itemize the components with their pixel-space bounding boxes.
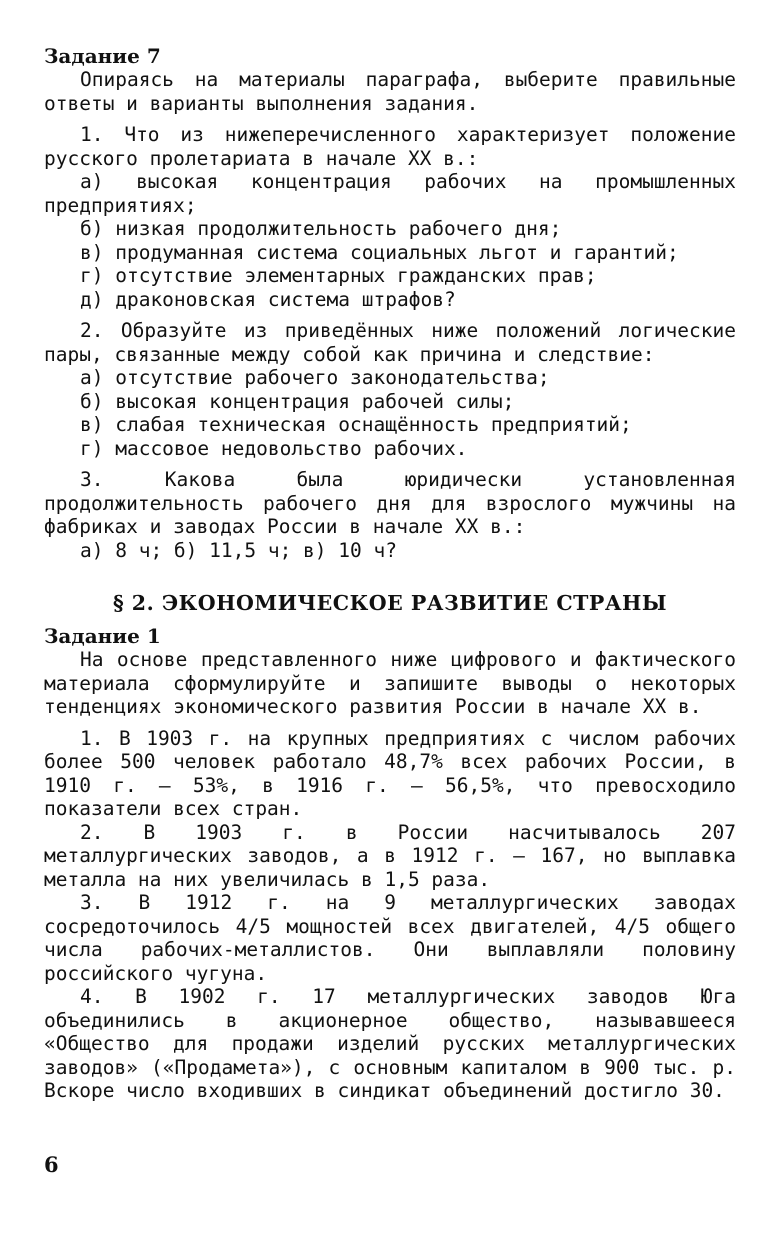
page-number: 6 bbox=[44, 1152, 59, 1177]
task7-q2-option-a: а) отсутствие рабочего законодательства; bbox=[80, 366, 550, 389]
spacer bbox=[44, 115, 736, 123]
task7-q3-answers: а) 8 ч; б) 11,5 ч; в) 10 ч? bbox=[80, 538, 397, 562]
task7-q2-question: 2. Образуйте из приведённых ниже положений логические пары, связанные между собой как причина и следствие: bbox=[44, 319, 748, 366]
task7-q1-option-d: г) отсутствие элементарных гражданских прав; bbox=[80, 264, 597, 287]
task7-q2-option-d: г) массовое недовольство рабочих. bbox=[80, 436, 468, 460]
spacer bbox=[44, 460, 736, 468]
task7-q3-question: 3. Какова была юридически установленная продолжительность рабочего дня для взрослого мужчины на фабриках и заводах России в начале XX в.: bbox=[44, 468, 748, 538]
task7-q1-option-c: в) продуманная система социальных льгот и гарантий; bbox=[80, 240, 679, 264]
task7-q2-option-b: б) высокая концентрация рабочей силы; bbox=[80, 389, 515, 413]
task7-intro: Опираясь на материалы параграфа, выберите правильные ответы и варианты выполнения задания. bbox=[44, 68, 748, 115]
task7-q1-question: 1. Что из нижеперечисленного характеризует положение русского пролетариата в начале XX в.: bbox=[44, 123, 748, 170]
spacer bbox=[44, 311, 736, 319]
task1-intro: На основе представленного ниже цифрового и фактического материала сформулируйте и запишите выводы о некоторых тенденциях экономического развития России в начале XX в. bbox=[44, 648, 748, 718]
spacer bbox=[44, 719, 736, 727]
task1-fact-1: 1. В 1903 г. на крупных предприятиях с числом рабочих более 500 человек работало 48,7% всех рабочих России, в 1910 г. — 53%, в 1916 г. — 56,5%, что превосходило показатели всех стран. bbox=[44, 726, 748, 820]
task7-q1-option-a: а) высокая концентрация рабочих на промышленных предприятиях; bbox=[44, 170, 748, 217]
task7-q1-option-e: д) драконовская система штрафов? bbox=[80, 287, 456, 311]
task7-title: Задание 7 bbox=[44, 44, 161, 68]
task1-fact-4: 4. В 1902 г. 17 металлургических заводов Юга объединились в акционерное общество, называвшееся «Общество для продажи изделий русских металлургических заводов» («Продамета»), с основным капиталом в 900 тыс. р. Вскоре число входивших в синдикат объединений достигло 30. bbox=[44, 985, 748, 1102]
section-heading: § 2. ЭКОНОМИЧЕСКОЕ РАЗВИТИЕ СТРАНЫ bbox=[112, 591, 668, 615]
textbook-page bbox=[44, 44, 748, 1103]
task7-q1-option-b: б) низкая продолжительность рабочего дня; bbox=[80, 217, 562, 240]
spacer bbox=[44, 616, 736, 624]
task1-fact-2: 2. В 1903 г. в России насчитывалось 207 металлургических заводов, а в 1912 г. — 167, но выплавка металла на них увеличилась в 1,5 раза. bbox=[44, 820, 748, 891]
task1-fact-3: 3. В 1912 г. на 9 металлургических заводах сосредоточилось 4/5 мощностей всех двигателей, 4/5 общего числа рабочих-металлистов. Они выплавляли половину российского чугуна. bbox=[44, 891, 748, 985]
task1-title: Задание 1 bbox=[44, 624, 161, 648]
spacer bbox=[44, 562, 736, 590]
task7-q2-option-c: в) слабая техническая оснащённость предприятий; bbox=[80, 413, 632, 436]
